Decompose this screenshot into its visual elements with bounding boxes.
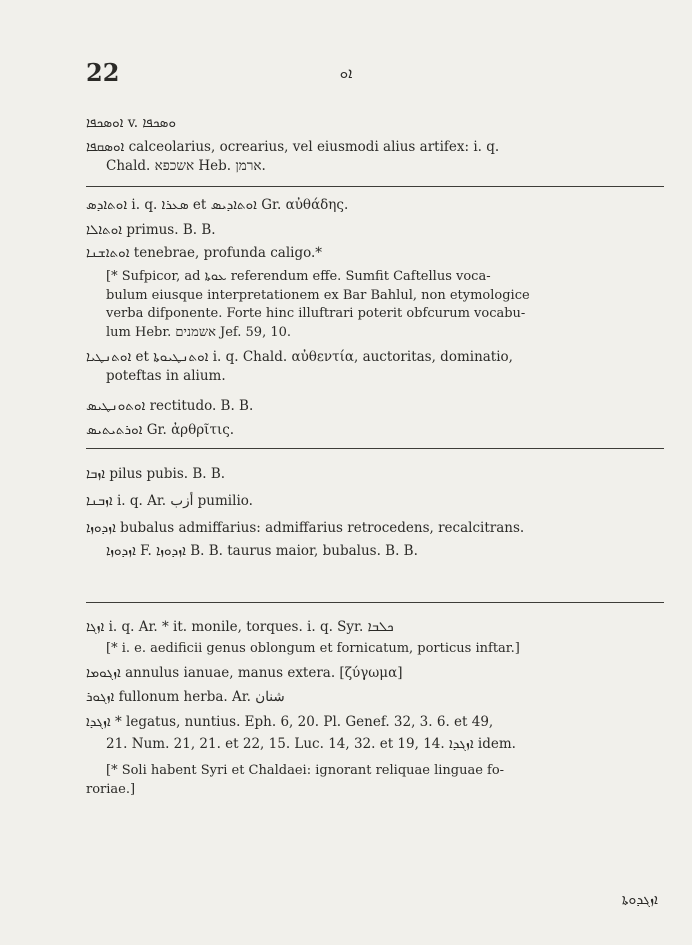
dictionary-entry: ܐܙܕܘܙܐ bubalus admiffarius: admiffarius retrocedens, recalcitrans. ܐܙܕܘܙܐ F. ܐܙܕܘܙܐ B. B. taurus maior, bubalus. B. B. [86,520,525,559]
section-rule [86,602,664,603]
dictionary-entry: ܐܘܬܢܛܝܐ et ܐܘܬܢܛܝܘܬܐ i. q. Chald. αὐθεντία, auctoritas, dominatio, poteftas in alium. [86,349,513,384]
dictionary-entry: ܐܘܣܟܦܐ v. ܘܣܟܦܐ [86,115,176,131]
dictionary-entry: ܐܘܬܘܢܛܝܣ rectitudo. B. B. [86,398,254,414]
dictionary-entry: ܐܘܬܐܫܢܐ tenebrae, profunda caligo.* [86,245,323,261]
dictionary-entry: ܐܙܓܘܡܐ annulus ianuae, manus extera. [ζύγωμα] [86,665,403,681]
dictionary-entry: ܐܙܓܕܐ * legatus, nuntius. Eph. 6, 20. Pl. Genef. 32, 3. 6. et 49, 21. Num. 21, 21. et 22, 15. Luc. 14, 32. et 19, 14. ܐܙܓܕܐ idem. [86,714,516,752]
dictionary-entry: ܐܙܒܢܐ i. q. Ar. أزب pumilio. [86,493,253,509]
dictionary-entry: ܐܙܓܘܪ fullonum herba. Ar. شنان [86,689,285,705]
footnote: [* Sufpicor, ad ܥܘܬܐ referendum effe. Sumfit Caftellus voca- bulum eiusque interpretationem ex Bar Bahlul, non etymologice verba difponente. Forte hinc illuftrari poterit obfcurum vocabu- lum Hebr. אשמנים Jef. 59, 10. [106,269,530,340]
footnote: [* Soli habent Syri et Chaldaei: ignorant reliquae linguae fo- roriae.] [86,763,505,797]
running-header: ܐܘ [339,64,353,82]
dictionary-entry: ܐܙܒܐ pilus pubis. B. B. [86,466,226,482]
dictionary-entry: ܐܘܬܐܕܣ i. q. ܣܥܪܐ et ܐܘܬܐܕܝܣ Gr. αὐθάδης. [86,197,349,213]
section-rule [86,448,664,449]
section-rule [86,186,664,187]
page-number: 22 [86,58,120,87]
footnote: [* i. e. aedificii genus oblongum et fornicatum, porticus inftar.] [106,641,520,656]
dictionary-entry: ܐܙܓܐ i. q. Ar. * it. monile, torques. i. q. Syr. ܟܠܒܐ [86,619,394,635]
catchword: ܐܙܓܕܘܬܐ [621,892,658,908]
dictionary-entry: ܐܘܪܬܝܬܝܣ Gr. ἀρθρῖτις. [86,422,235,438]
dictionary-entry: ܐܘܬܐܠܐ primus. B. B. [86,222,216,238]
dictionary-entry: ܐܘܣܩܦܐ calceolarius, ocrearius, vel eiusmodi alius artifex: i. q. Chald. אשכפא Heb. ארמן. [86,139,500,174]
